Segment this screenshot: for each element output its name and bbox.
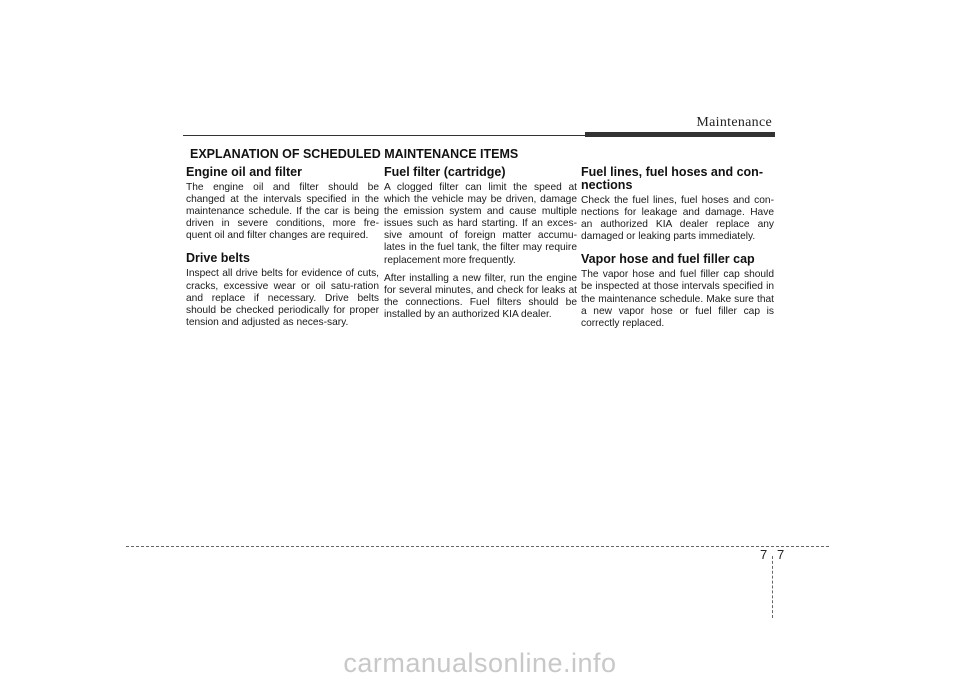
paragraph-drive-belts: Inspect all drive belts for evidence of cuts, cracks, excessive wear or oil satu-ration and replace if necessary. Drive belts should be checked periodically for proper tension and adjusted as neces-sary. [186,268,379,328]
paragraph-fuel-lines: Check the fuel lines, fuel hoses and con-nections for leakage and damage. Have an authorized KIA dealer replace any damaged or leaking parts immediately. [581,195,774,243]
block-fuel-filter [384,166,577,321]
column-2 [384,166,577,331]
header-rule-thin [183,135,587,136]
paragraph-fuel-filter-1: A clogged filter can limit the speed at which the vehicle may be driven, damage the emission system and cause multiple issues such as hard starting. If an exces-sive amount of foreign matter accumu-lates in the fuel tank, the filter may require replacement more frequently. [384,182,577,266]
block-drive-belts [186,252,379,328]
footer-dashed-rule [126,546,829,547]
heading-drive-belts: Drive belts [186,251,250,266]
page-chapter-number: 7 [760,547,768,562]
paragraph-vapor-hose: The vapor hose and fuel filler cap should be inspected at those intervals specified in the maintenance schedule. Make sure that a new vapor hose or fuel filler cap is correctly replaced. [581,269,774,329]
page-number: 7 [777,547,785,562]
block-vapor-hose [581,253,774,329]
header-rule-thick [585,132,775,137]
footer-dashed-divider [772,556,773,618]
paragraph-engine-oil: The engine oil and filter should be changed at the intervals specified in the maintenance schedule. If the car is being driven in severe conditions, more fre-quent oil and filter changes are required. [186,182,379,242]
block-engine-oil [186,166,379,242]
page-header-title: Maintenance [696,115,772,130]
paragraph-fuel-filter-2: After installing a new filter, run the engine for several minutes, and check for leaks at the connections. Fuel filters should be installed by an authorized KIA dealer. [384,272,577,320]
heading-fuel-filter: Fuel filter (cartridge) [384,165,506,179]
heading-engine-oil: Engine oil and filter [186,165,302,179]
watermark-text: carmanualsonline.info [343,648,617,678]
heading-fuel-lines: Fuel lines, fuel hoses and con-nections [581,165,763,192]
heading-vapor-hose: Vapor hose and fuel filler cap [581,252,755,267]
block-fuel-lines [581,166,774,243]
column-3 [581,166,774,340]
column-1 [186,166,379,339]
section-title: EXPLANATION OF SCHEDULED MAINTENANCE ITEMS [190,147,519,161]
